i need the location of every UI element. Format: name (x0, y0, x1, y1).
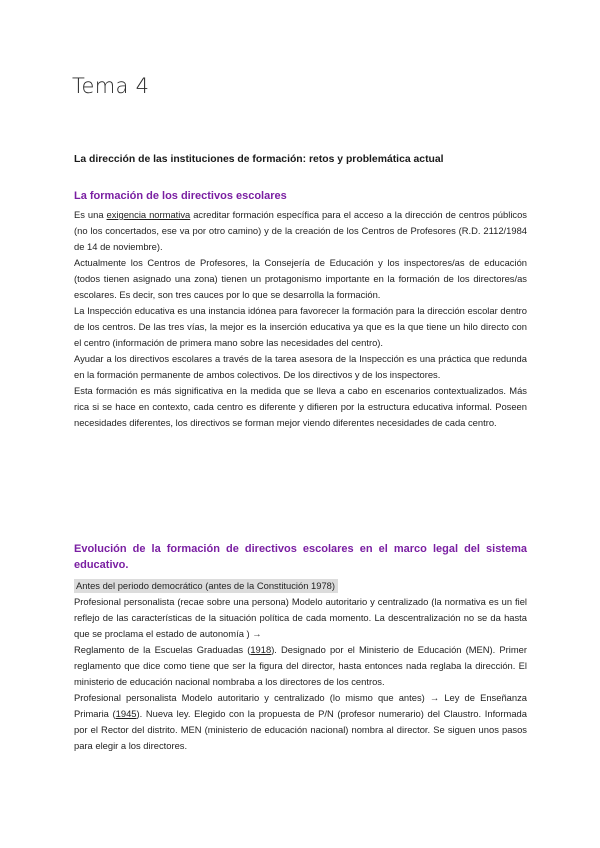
section-heading: La formación de los directivos escolares (74, 190, 287, 202)
paragraph: La Inspección educativa es una instancia idónea para favorecer la formación para la dirección escolar dentro de los centros. De las tres vías, la mejor es la inserción educativa ya que es la que tiene un hilo directo con el centro (información de primera mano sobre las necesidades del centro). (74, 305, 527, 348)
paragraph-text: Profesional personalista Modelo autoritario y centralizado (lo mismo que antes) → Ley de Enseñanza Primaria ( (74, 692, 527, 719)
section-training-directors (74, 188, 527, 431)
paragraph: Profesional personalista (recae sobre una persona) Modelo autoritario y centralizado (la normativa es un fiel reflejo de las características de la situación política de cada momento. La descentralización no se da hasta que se proclama el estado de autonomía ) → (74, 596, 527, 639)
paragraph: Ayudar a los directivos escolares a través de la tarea asesora de la Inspección es una práctica que redunda en la formación permanente de ambos colectivos. De los directivos y de los inspectores. (74, 353, 527, 380)
page-title: Tema 4 (72, 74, 150, 98)
paragraph: Esta formación es más significativa en la medida que se lleva a cabo en escenarios contextualizados. Más rica si se hace en contexto, cada centro es diferente y difieren por la estructura educativa informal. Poseen necesidades diferentes, los directivos se forman mejor viendo diferentes necesidades de cada centro. (74, 385, 527, 428)
underlined-term: exigencia normativa (106, 209, 191, 220)
paragraph: Actualmente los Centros de Profesores, la Consejería de Educación y los inspectores/as de educación (todos tienen asignado una zona) tienen un protagonismo importante en la formación de los directores/as escolares. Es decir, son tres cauces por lo que se desarrolla la formación. (74, 257, 527, 300)
document-subtitle: La dirección de las instituciones de formación: retos y problemática actual (74, 154, 444, 165)
section-legal-evolution (74, 541, 527, 754)
paragraph-text: acreditar formación específica para el acceso a la dirección de centros públicos (no los concertados, ese va por otro camino) y de la creación de los Centros de Profesores (R.D. 2112/1984 de 14 de noviembre). (74, 209, 527, 252)
paragraph (74, 207, 527, 255)
highlighted-period: Antes del periodo democrático (antes de la Constitución 1978) (74, 579, 338, 593)
section-heading: Evolución de la formación de directivos escolares en el marco legal del sistema educativo. (74, 543, 527, 571)
paragraph-text: Es una (74, 209, 107, 220)
paragraph (74, 690, 527, 754)
underlined-year: 1918 (250, 644, 272, 655)
paragraph-text: Reglamento de la Escuelas Graduadas ( (74, 644, 251, 655)
paragraph-text: ). Nueva ley. Elegido con la propuesta de P/N (profesor numerario) del Claustro. Informada por el Rector del distrito. MEN (ministerio de educación nacional) nombra al director. Se siguen unos pasos para elegir a los directores. (74, 708, 527, 751)
paragraph-text: ). Designado por el Ministerio de Educación (MEN). Primer reglamento que dice como tiene que ser la figura del director, hasta entonces nada reglaba la dirección. El ministerio de educación nacional nombraba a los directores de los centros. (74, 644, 527, 687)
underlined-year: 1945 (115, 708, 137, 719)
paragraph (74, 642, 527, 690)
